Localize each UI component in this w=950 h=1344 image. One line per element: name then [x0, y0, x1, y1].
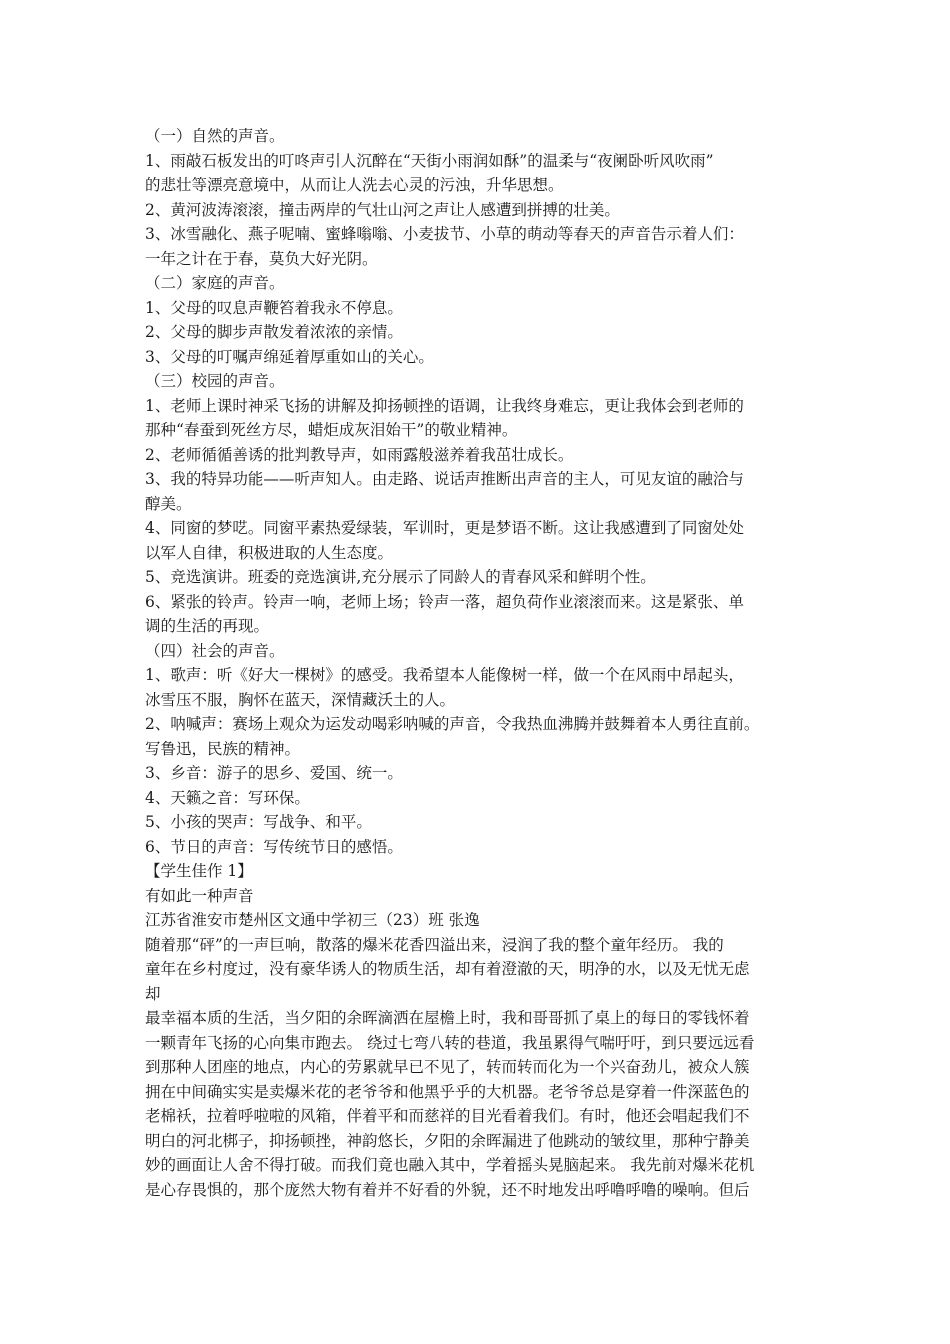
text-line: 1、歌声：听《好大一棵树》的感受。我希望本人能像树一样，做一个在风雨中昂起头，: [145, 666, 744, 684]
text-line: 5、竞选演讲。班委的竞选演讲,充分展示了同龄人的青春风采和鲜明个性。: [145, 568, 656, 586]
text-line: 却: [145, 984, 161, 1003]
text-line: （二）家庭的声音。: [145, 274, 285, 292]
text-line: 2、黄河波涛滚滚，撞击两岸的气壮山河之声让人感遭到拼搏的壮美。: [145, 200, 620, 219]
text-line: 3、父母的叮嘱声绵延着厚重如山的关心。: [145, 347, 434, 366]
text-line: 妙的画面让人舍不得打破。而我们竟也融入其中，学着摇头晃脑起来。 我先前对爆米花机: [145, 1156, 755, 1174]
text-line: 1、老师上课时神采飞扬的讲解及抑扬顿挫的语调，让我终身难忘，更让我体会到老师的: [145, 396, 744, 415]
text-line: 到那种人团座的地点，内心的劳累就早已不见了，转而转而化为一个兴奋劲儿，被众人簇: [145, 1058, 750, 1076]
text-line: 老棉袄，拉着呼啦啦的风箱，伴着平和而慈祥的目光看着我们。有时，他还会唱起我们不: [145, 1107, 750, 1125]
text-line: 1、雨敲石板发出的叮咚声引人沉醉在“天街小雨润如酥”的温柔与“夜阑卧听风吹雨”: [145, 151, 714, 170]
text-line: 拥在中间确实实是卖爆米花的老爷爷和他黑乎乎的大机器。老爷爷总是穿着一件深蓝色的: [145, 1082, 750, 1101]
text-line: 那种“春蚕到死丝方尽，蜡炬成灰泪始干”的敬业精神。: [145, 421, 518, 439]
text-line: 一颗青年飞扬的心向集市跑去。 绕过七弯八转的巷道，我虽累得气喘吁吁，到只要远远看: [145, 1033, 755, 1052]
text-line: 2、呐喊声：赛场上观众为运发动喝彩呐喊的声音，令我热血沸腾并鼓舞着本人勇往直前。: [145, 715, 760, 733]
text-line: 4、天籁之音：写环保。: [145, 788, 310, 807]
text-line: 2、父母的脚步声散发着浓浓的亲情。: [145, 323, 403, 341]
text-line: 醇美。: [145, 494, 192, 513]
text-line: 写鲁迅，民族的精神。: [145, 739, 301, 758]
text-line: 6、节日的声音：写传统节日的感悟。: [145, 837, 403, 856]
text-line: 童年在乡村度过，没有豪华诱人的物质生活，却有着澄澈的天，明净的水，以及无忧无虑: [145, 960, 750, 978]
text-line: 明白的河北梆子，抑扬顿挫，神韵悠长，夕阳的余晖漏进了他跳动的皱纹里，那种宁静美: [145, 1131, 750, 1150]
text-line: 冰雪压不服，胸怀在蓝天，深情藏沃土的人。: [145, 690, 456, 709]
text-line: 2、老师循循善诱的批判教导声，如雨露般滋养着我茁壮成长。: [145, 445, 574, 464]
text-line: （三）校园的声音。: [145, 372, 285, 390]
text-line: 是心存畏惧的，那个庞然大物有着并不好看的外貌，还不时地发出呼噜呼噜的噪响。但后: [145, 1180, 750, 1199]
text-line: 调的生活的再现。: [145, 617, 270, 635]
text-line: 以军人自律，积极进取的人生态度。: [145, 543, 394, 562]
text-line: （一）自然的声音。: [145, 127, 285, 145]
text-line: 4、同窗的梦呓。同窗平素热爱绿装，军训时，更是梦语不断。这让我感遭到了同窗处处: [145, 519, 744, 537]
text-line: 3、冰雪融化、燕子呢喃、蜜蜂嗡嗡、小麦拔节、小草的萌动等春天的声音告示着人们：: [145, 225, 744, 243]
text-line: 3、乡音：游子的思乡、爱国、统一。: [145, 764, 403, 782]
text-line: 6、紧张的铃声。铃声一响，老师上场；铃声一落，超负荷作业滚滚而来。这是紧张、单: [145, 592, 744, 611]
text-line: 最幸福本质的生活，当夕阳的余晖滴洒在屋檐上时，我和哥哥抓了桌上的每日的零钱怀着: [145, 1009, 750, 1027]
text-line: 的悲壮等漂亮意境中，从而让人洗去心灵的污浊，升华思想。: [145, 176, 564, 194]
document-body: [145, 124, 825, 1202]
text-line: 随着那“砰”的一声巨响，散落的爆米花香四溢出来，浸润了我的整个童年经历。 我的: [145, 935, 724, 954]
text-line: 1、父母的叹息声鞭笞着我永不停息。: [145, 298, 403, 317]
text-line: 【学生佳作 1】: [145, 862, 253, 880]
text-line: （四）社会的声音。: [145, 641, 285, 660]
text-line: 江苏省淮安市楚州区文通中学初三（23）班 张逸: [145, 911, 480, 929]
text-line: 有如此一种声音: [145, 886, 254, 905]
text-line: 3、我的特异功能——听声知人。由走路、说话声推断出声音的主人，可见友谊的融洽与: [145, 470, 744, 488]
text-line: 5、小孩的哭声：写战争、和平。: [145, 813, 372, 831]
text-line: 一年之计在于春，莫负大好光阴。: [145, 249, 378, 268]
